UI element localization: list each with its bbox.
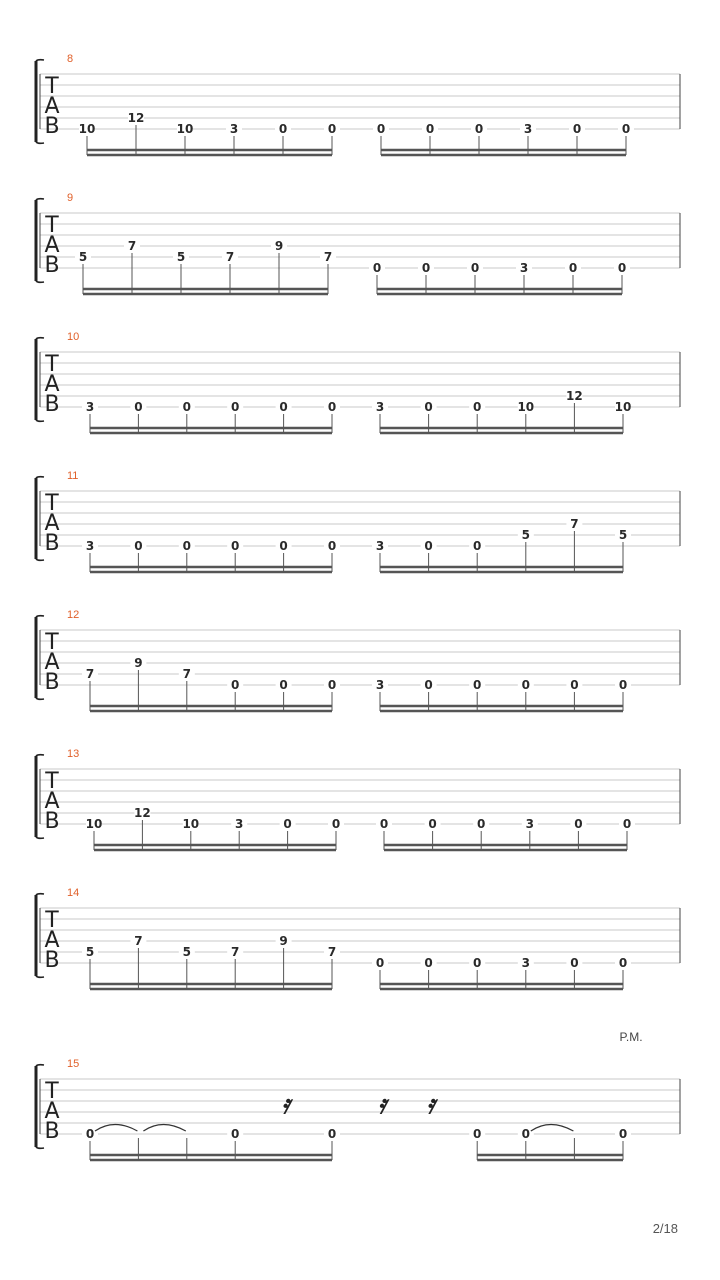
fret-number: 3 bbox=[85, 539, 95, 553]
tie-arc bbox=[531, 1125, 574, 1132]
tab-clef-letter: A bbox=[44, 94, 60, 119]
staff-bracket-cap bbox=[36, 755, 44, 756]
tie-arc bbox=[143, 1125, 185, 1132]
fret-number: 12 bbox=[127, 111, 145, 125]
fret-number: 0 bbox=[327, 1127, 337, 1141]
fret-number: 10 bbox=[614, 400, 632, 414]
fret-number: 0 bbox=[231, 678, 240, 692]
staff-bracket-cap bbox=[36, 420, 44, 421]
fret-number: 5 bbox=[521, 528, 530, 542]
measure-number: 14 bbox=[67, 887, 80, 899]
tab-clef-letter: T bbox=[45, 630, 59, 655]
fret-number: 0 bbox=[231, 1127, 240, 1141]
measure-number: 9 bbox=[67, 192, 74, 204]
rest-symbol: 𝄿 bbox=[378, 1090, 386, 1120]
tab-clef-letter: B bbox=[44, 670, 60, 695]
staff-bracket-cap bbox=[36, 281, 44, 282]
tab-clef-letter: A bbox=[44, 789, 60, 814]
fret-number: 0 bbox=[424, 956, 433, 970]
fret-number: 10 bbox=[182, 817, 200, 831]
fret-number: 0 bbox=[421, 261, 431, 275]
fret-number: 0 bbox=[182, 539, 191, 553]
fret-number: 0 bbox=[474, 122, 484, 136]
fret-number: 7 bbox=[327, 945, 337, 959]
measure-number: 15 bbox=[67, 1058, 80, 1070]
tab-clef-letter: B bbox=[44, 392, 60, 417]
fret-number: 3 bbox=[375, 400, 385, 414]
fret-number: 3 bbox=[523, 122, 533, 136]
fret-number: 0 bbox=[574, 817, 583, 831]
fret-number: 0 bbox=[283, 817, 292, 831]
fret-number: 3 bbox=[519, 261, 529, 275]
fret-number: 0 bbox=[424, 678, 433, 692]
fret-number: 9 bbox=[279, 934, 288, 948]
fret-number: 0 bbox=[473, 1127, 482, 1141]
fret-number: 0 bbox=[425, 122, 435, 136]
tab-clef-letter: T bbox=[45, 213, 59, 238]
fret-number: 7 bbox=[134, 934, 143, 948]
fret-number: 7 bbox=[225, 250, 235, 264]
fret-number: 0 bbox=[621, 122, 631, 136]
fret-number: 3 bbox=[229, 122, 239, 136]
fret-number: 0 bbox=[622, 817, 632, 831]
fret-number: 5 bbox=[85, 945, 95, 959]
staff-bracket-cap bbox=[36, 616, 44, 617]
staff-bracket-cap bbox=[36, 142, 44, 143]
tab-clef-letter: A bbox=[44, 928, 60, 953]
fret-number: 7 bbox=[85, 667, 95, 681]
fret-number: 3 bbox=[235, 817, 244, 831]
measure-number: 12 bbox=[67, 609, 80, 621]
fret-number: 12 bbox=[134, 806, 151, 820]
tab-clef-letter: B bbox=[44, 809, 60, 834]
fret-number: 3 bbox=[525, 817, 534, 831]
fret-number: 0 bbox=[424, 400, 433, 414]
fret-number: 0 bbox=[85, 1127, 95, 1141]
fret-number: 0 bbox=[372, 261, 382, 275]
tab-clef-letter: B bbox=[44, 948, 60, 973]
tab-clef-letter: A bbox=[44, 1099, 60, 1124]
staff-bracket-cap bbox=[36, 60, 44, 61]
fret-number: 0 bbox=[327, 539, 337, 553]
fret-number: 0 bbox=[572, 122, 582, 136]
fret-number: 0 bbox=[473, 678, 482, 692]
fret-number: 10 bbox=[517, 400, 535, 414]
fret-number: 0 bbox=[428, 817, 437, 831]
fret-number: 7 bbox=[182, 667, 191, 681]
fret-number: 0 bbox=[327, 122, 337, 136]
fret-number: 0 bbox=[134, 400, 143, 414]
fret-number: 0 bbox=[279, 400, 288, 414]
tab-clef-letter: T bbox=[45, 1079, 59, 1104]
fret-number: 3 bbox=[375, 678, 385, 692]
fret-number: 7 bbox=[570, 517, 579, 531]
fret-number: 7 bbox=[323, 250, 333, 264]
fret-number: 0 bbox=[424, 539, 433, 553]
fret-number: 7 bbox=[231, 945, 240, 959]
fret-number: 0 bbox=[618, 1127, 628, 1141]
tab-clef-letter: B bbox=[44, 253, 60, 278]
rest-symbol: 𝄿 bbox=[281, 1090, 290, 1120]
fret-number: 0 bbox=[521, 1127, 530, 1141]
staff-bracket-cap bbox=[36, 1147, 44, 1148]
tab-clef-letter: B bbox=[44, 114, 60, 139]
staff-bracket-cap bbox=[36, 199, 44, 200]
fret-number: 3 bbox=[521, 956, 530, 970]
fret-number: 12 bbox=[566, 389, 583, 403]
staff-bracket-cap bbox=[36, 698, 44, 699]
fret-number: 0 bbox=[279, 678, 288, 692]
fret-number: 0 bbox=[570, 678, 579, 692]
fret-number: 5 bbox=[182, 945, 191, 959]
measure-number: 13 bbox=[67, 748, 80, 760]
tab-clef-letter: T bbox=[45, 491, 59, 516]
fret-number: 0 bbox=[617, 261, 627, 275]
fret-number: 7 bbox=[127, 239, 137, 253]
fret-number: 0 bbox=[278, 122, 288, 136]
fret-number: 0 bbox=[376, 122, 386, 136]
fret-number: 5 bbox=[78, 250, 88, 264]
fret-number: 0 bbox=[470, 261, 480, 275]
tab-clef-letter: A bbox=[44, 511, 60, 536]
tab-clef-letter: B bbox=[44, 531, 60, 556]
fret-number: 0 bbox=[473, 539, 482, 553]
staff-bracket-cap bbox=[36, 837, 44, 838]
fret-number: 0 bbox=[327, 678, 337, 692]
fret-number: 0 bbox=[231, 539, 240, 553]
measure-number: 10 bbox=[67, 331, 80, 343]
fret-number: 0 bbox=[134, 539, 143, 553]
staff-bracket-cap bbox=[36, 976, 44, 977]
measure-number: 8 bbox=[67, 53, 74, 65]
staff-bracket-cap bbox=[36, 894, 44, 895]
fret-number: 10 bbox=[176, 122, 194, 136]
fret-number: 0 bbox=[375, 956, 385, 970]
fret-number: 10 bbox=[85, 817, 103, 831]
fret-number: 0 bbox=[379, 817, 389, 831]
tab-clef-letter: T bbox=[45, 908, 59, 933]
fret-number: 0 bbox=[618, 678, 628, 692]
fret-number: 0 bbox=[618, 956, 628, 970]
rest-symbol: 𝄿 bbox=[426, 1090, 435, 1120]
fret-number: 3 bbox=[85, 400, 95, 414]
tie-arc bbox=[95, 1125, 137, 1132]
fret-number: 0 bbox=[568, 261, 578, 275]
page-number: 2/18 bbox=[652, 1221, 678, 1236]
fret-number: 10 bbox=[78, 122, 96, 136]
fret-number: 0 bbox=[473, 956, 482, 970]
fret-number: 9 bbox=[134, 656, 143, 670]
fret-number: 0 bbox=[231, 400, 240, 414]
tab-clef-letter: A bbox=[44, 233, 60, 258]
tab-clef-letter: A bbox=[44, 650, 60, 675]
fret-number: 5 bbox=[176, 250, 186, 264]
tab-clef-letter: T bbox=[45, 74, 59, 99]
palm-mute-label: P.M. bbox=[619, 1030, 643, 1044]
tab-clef-letter: B bbox=[44, 1119, 60, 1144]
tab-clef-letter: T bbox=[45, 352, 59, 377]
fret-number: 0 bbox=[182, 400, 191, 414]
measure-number: 11 bbox=[67, 470, 79, 482]
fret-number: 0 bbox=[473, 400, 482, 414]
fret-number: 0 bbox=[521, 678, 530, 692]
tab-clef-letter: T bbox=[45, 769, 59, 794]
fret-number: 0 bbox=[331, 817, 341, 831]
fret-number: 0 bbox=[327, 400, 337, 414]
fret-number: 0 bbox=[477, 817, 486, 831]
fret-number: 0 bbox=[279, 539, 288, 553]
fret-number: 0 bbox=[570, 956, 579, 970]
fret-number: 9 bbox=[274, 239, 284, 253]
staff-bracket-cap bbox=[36, 559, 44, 560]
staff-bracket-cap bbox=[36, 477, 44, 478]
staff-bracket-cap bbox=[36, 1065, 44, 1066]
tab-clef-letter: A bbox=[44, 372, 60, 397]
fret-number: 3 bbox=[375, 539, 385, 553]
fret-number: 5 bbox=[618, 528, 628, 542]
staff-bracket-cap bbox=[36, 338, 44, 339]
